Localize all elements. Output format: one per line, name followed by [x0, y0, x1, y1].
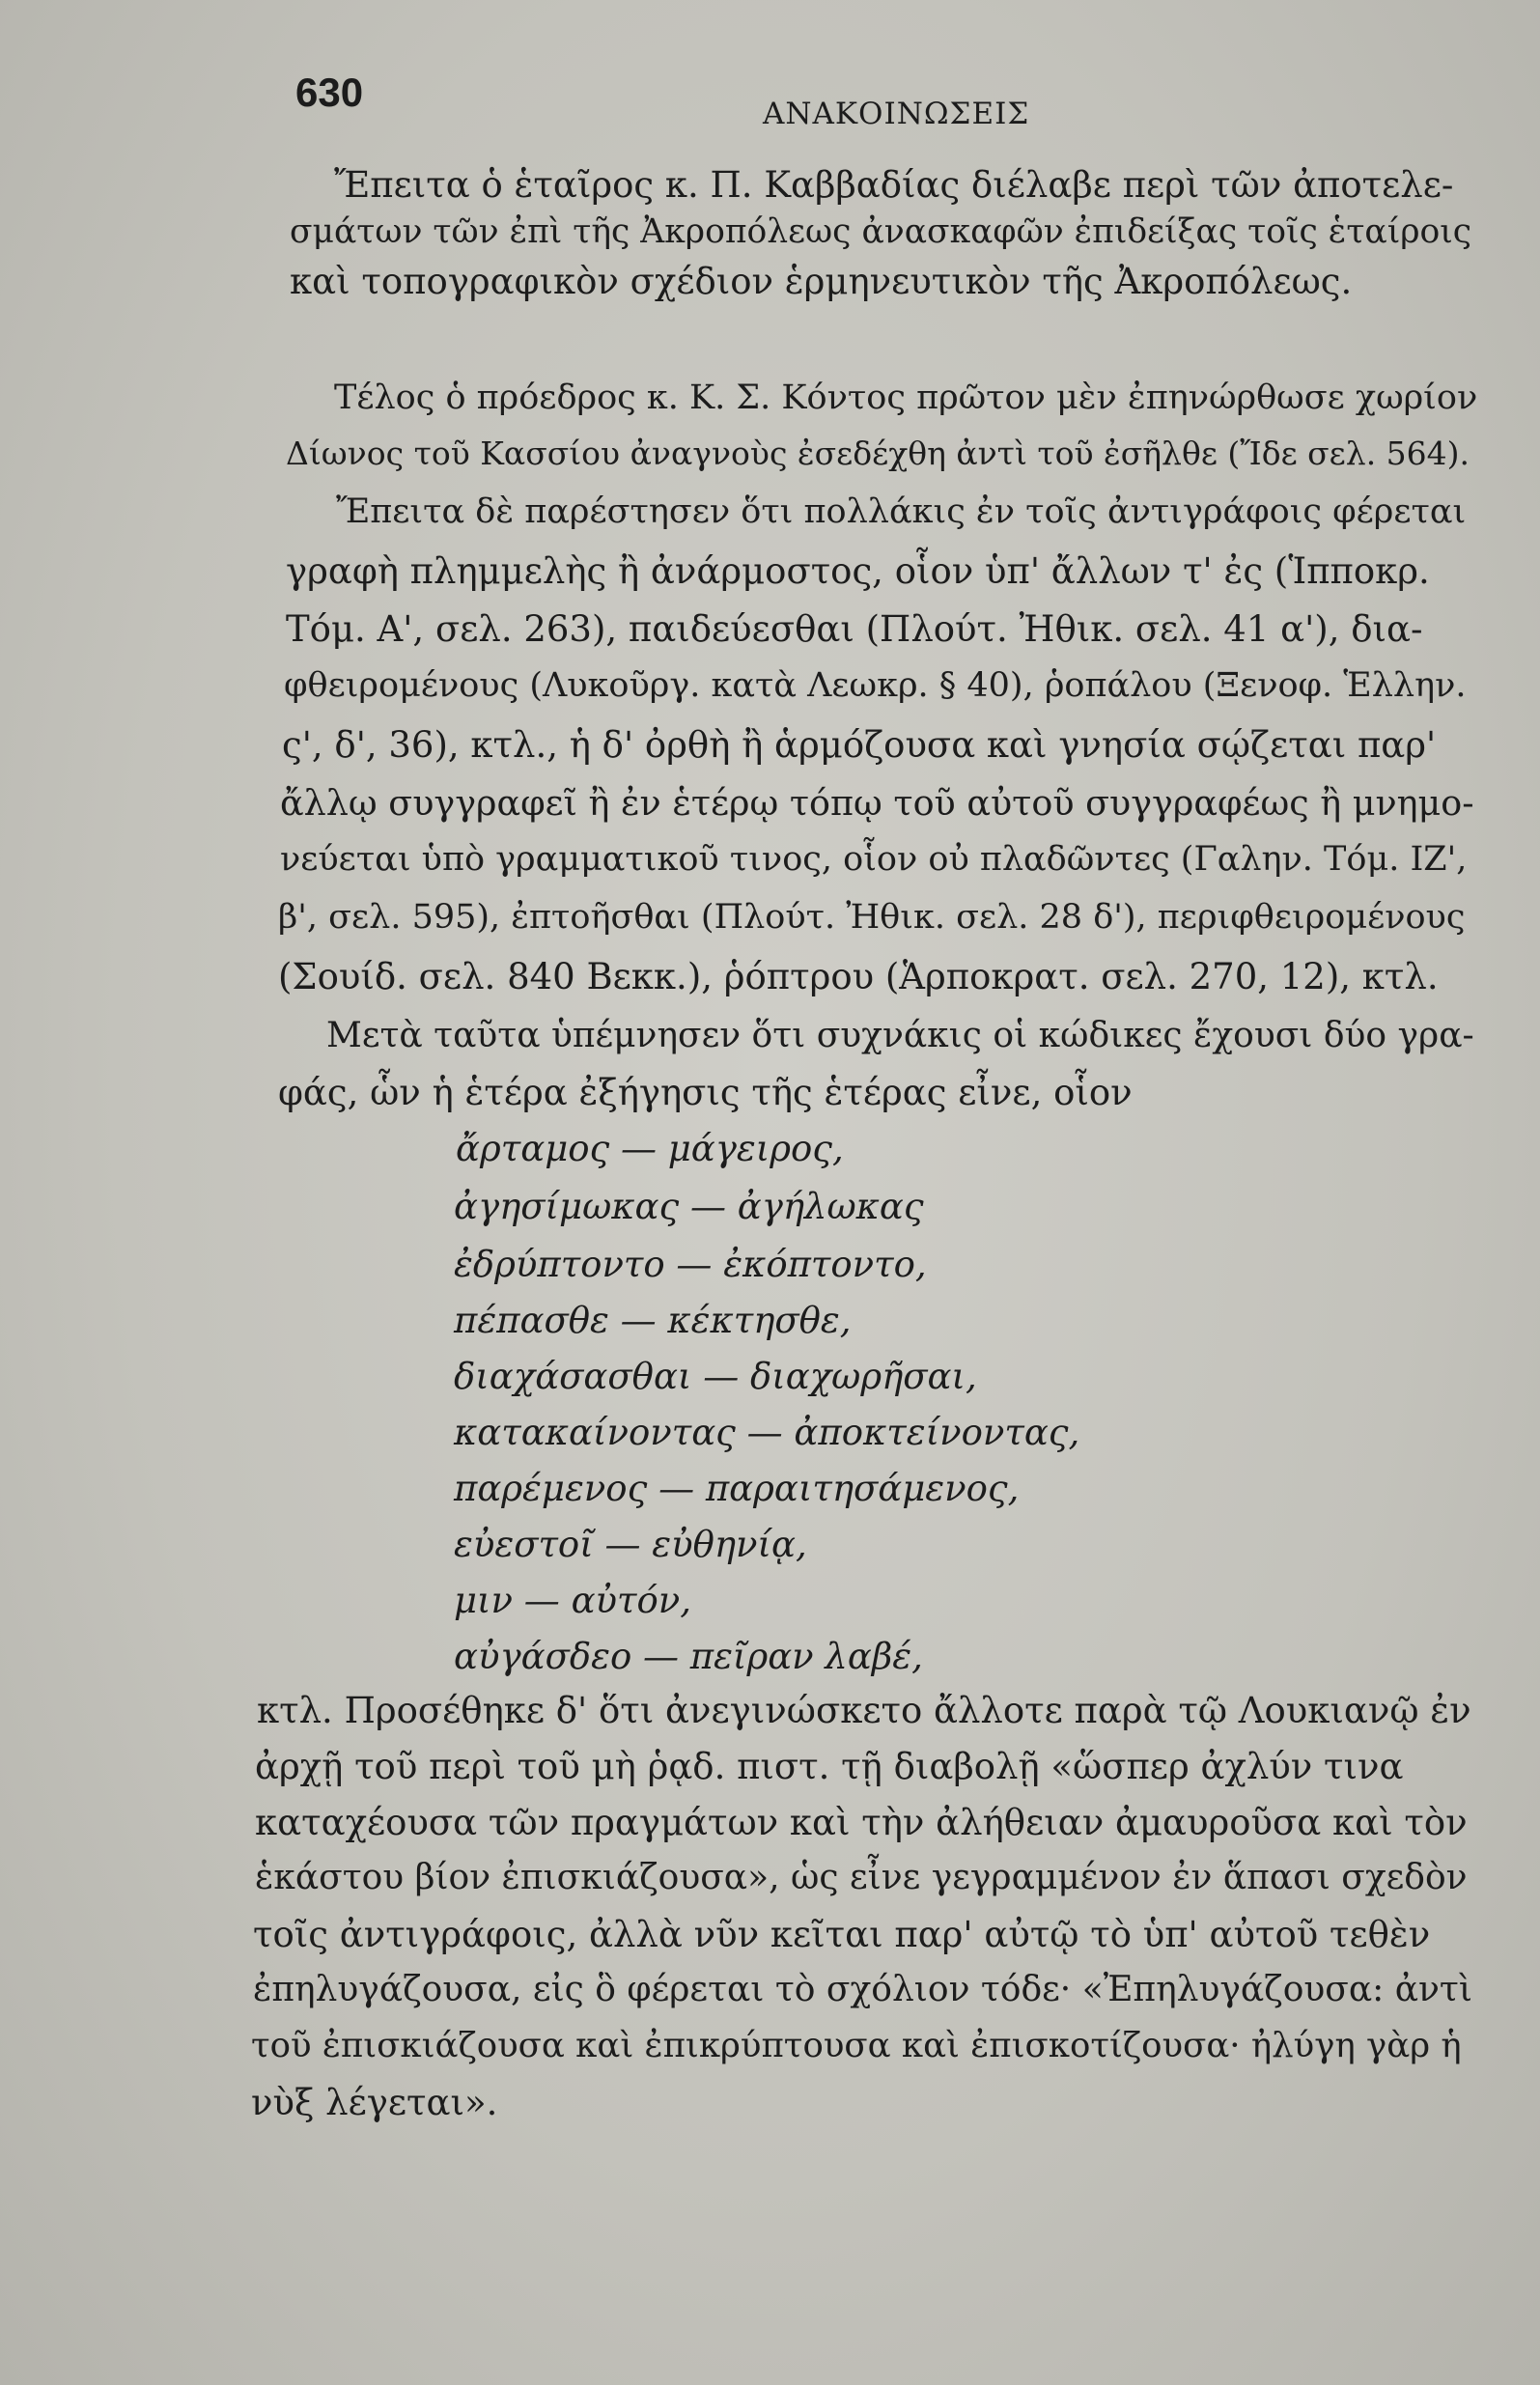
paragraph-2-line-9: νεύεται ὑπὸ γραμματικοῦ τινος, οἷον οὐ πλαδῶντες (Γαλην. Τόμ. ΙΖ',: [280, 840, 1468, 879]
paragraph-1-line-3: καὶ τοπογραφικὸν σχέδιον ἑρμηνευτικὸν τῆς Ἀκροπόλεως.: [290, 261, 1353, 302]
paragraph-2-line-6: φθειρομένους (Λυκοῦργ. κατὰ Λεωκρ. § 40), ῥοπάλου (Ξενοφ. Ἑλλην.: [284, 666, 1467, 705]
paragraph-2-line-2: Δίωνος τοῦ Κασσίου ἀναγνοὺς ἐσεδέχθη ἀντὶ τοῦ ἐσῆλθε (Ἴδε σελ. 564).: [286, 435, 1470, 472]
paragraph-4-line-4: ἑκάστου βίον ἐπισκιάζουσα», ὡς εἶνε γεγραμμένον ἐν ἅπασι σχεδὸν: [255, 1858, 1468, 1897]
paragraph-3-line-1: Μετὰ ταῦτα ὑπέμνησεν ὅτι συχνάκις οἱ κώδικες ἔχουσι δύο γρα-: [326, 1016, 1474, 1055]
paragraph-2-line-4: γραφὴ πλημμελὴς ἢ ἀνάρμοστος, οἷον ὑπ' ἄλλων τ' ἐς (Ἱπποκρ.: [286, 550, 1430, 592]
word-pair: εὐεστοῖ — εὐθηνίᾳ,: [454, 1524, 807, 1565]
running-head: ΑΝΑΚΟΙΝΩΣΕΙΣ: [763, 97, 1030, 131]
word-pair: ἄρταμος — μάγειρος,: [456, 1128, 844, 1169]
paragraph-4-line-1: κτλ. Προσέθηκε δ' ὅτι ἀνεγινώσκετο ἄλλοτε παρὰ τῷ Λουκιανῷ ἐν: [257, 1690, 1471, 1731]
paragraph-2-line-1: Τέλος ὁ πρόεδρος κ. Κ. Σ. Κόντος πρῶτον μὲν ἐπηνώρθωσε χωρίον: [334, 379, 1478, 417]
paragraph-1-line-2: σμάτων τῶν ἐπὶ τῆς Ἀκροπόλεως ἀνασκαφῶν ἐπιδείξας τοῖς ἑταίροις: [290, 212, 1472, 251]
paragraph-4-line-2: ἀρχῇ τοῦ περὶ τοῦ μὴ ῥᾳδ. πιστ. τῇ διαβολῇ «ὥσπερ ἀχλύν τινα: [255, 1746, 1404, 1787]
paragraph-2-line-5: Τόμ. Α', σελ. 263), παιδεύεσθαι (Πλούτ. Ἠθικ. σελ. 41 α'), δια-: [286, 608, 1423, 650]
word-pair: μιν — αὐτόν,: [454, 1580, 692, 1621]
paragraph-4-line-7: τοῦ ἐπισκιάζουσα καὶ ἐπικρύπτουσα καὶ ἐπισκοτίζουσα· ἠλύγη γὰρ ἡ: [251, 2026, 1462, 2065]
paragraph-2-line-3: Ἔπειτα δὲ παρέστησεν ὅτι πολλάκις ἐν τοῖς ἀντιγράφοις φέρεται: [336, 492, 1467, 531]
word-pair: κατακαίνοντας — ἀποκτείνοντας,: [454, 1412, 1080, 1453]
paragraph-2-line-10: β', σελ. 595), ἐπτοῆσθαι (Πλούτ. Ἠθικ. σελ. 28 δ'), περιφθειρομένους: [278, 898, 1466, 937]
word-pair: παρέμενος — παραιτησάμενος,: [454, 1468, 1020, 1509]
paragraph-4-line-8: νὺξ λέγεται».: [251, 2082, 498, 2123]
paragraph-2-line-8: ἄλλῳ συγγραφεῖ ἢ ἐν ἑτέρῳ τόπῳ τοῦ αὐτοῦ συγγραφέως ἢ μνημο-: [280, 782, 1474, 824]
paragraph-4-line-6: ἐπηλυγάζουσα, εἰς ὃ φέρεται τὸ σχόλιον τόδε· «Ἐπηλυγάζουσα: ἀντὶ: [253, 1970, 1472, 2009]
paragraph-2-line-7: ς', δ', 36), κτλ., ἡ δ' ὀρθὴ ἢ ἁρμόζουσα καὶ γνησία σῴζεται παρ': [282, 724, 1437, 766]
paragraph-4-line-3: καταχέουσα τῶν πραγμάτων καὶ τὴν ἀλήθειαν ἀμαυροῦσα καὶ τὸν: [255, 1802, 1468, 1843]
word-pair: ἀγησίμωκας — ἀγήλωκας: [454, 1186, 924, 1227]
paragraph-2-line-11: (Σουίδ. σελ. 840 Βεκκ.), ῥόπτρου (Ἁρποκρατ. σελ. 270, 12), κτλ.: [278, 956, 1439, 997]
paragraph-3-line-2: φάς, ὧν ἡ ἑτέρα ἐξήγησις τῆς ἑτέρας εἶνε, οἷον: [278, 1072, 1133, 1113]
word-pair: πέπασθε — κέκτησθε,: [454, 1300, 852, 1341]
paragraph-1-line-1: Ἔπειτα ὁ ἑταῖρος κ. Π. Καββαδίας διέλαβε περὶ τῶν ἀποτελε-: [334, 164, 1454, 206]
word-pair: ἐδρύπτοντο — ἐκόπτοντο,: [454, 1244, 927, 1285]
word-pair: διαχάσασθαι — διαχωρῆσαι,: [454, 1356, 977, 1397]
paragraph-4-line-5: τοῖς ἀντιγράφοις, ἀλλὰ νῦν κεῖται παρ' αὐτῷ τὸ ὑπ' αὐτοῦ τεθὲν: [253, 1914, 1431, 1955]
word-pair: αὐγάσδεο — πεῖραν λαβέ,: [454, 1636, 923, 1677]
page-number: 630: [295, 70, 364, 115]
